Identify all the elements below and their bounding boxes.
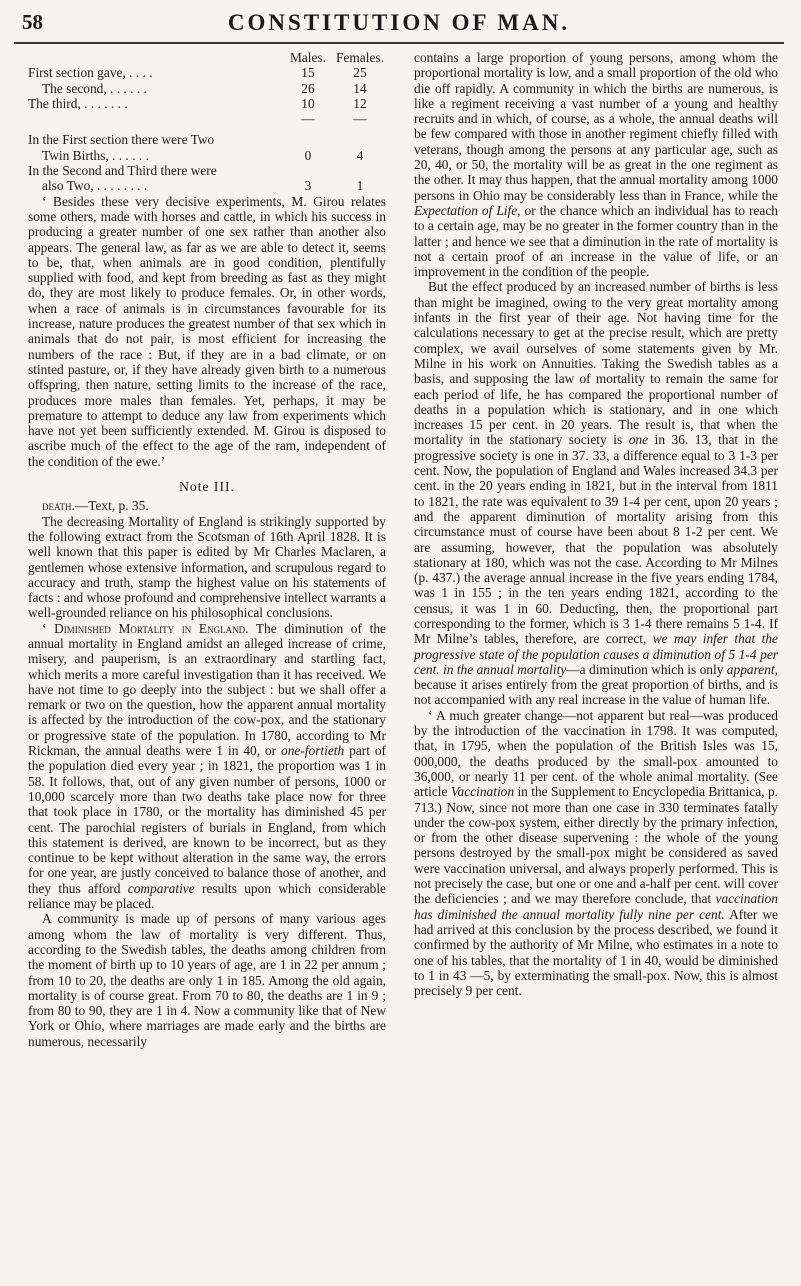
death-label: death. <box>42 498 75 514</box>
table-row: The second, . . . . . . 26 14 <box>42 80 367 96</box>
births-table <box>28 50 386 194</box>
col-header-males: Males. <box>289 50 327 65</box>
page-number: 58 <box>22 10 43 34</box>
section-lead: ‘ Diminished Mortality in England. <box>42 620 249 636</box>
page-header <box>14 10 784 46</box>
twins-line: In the Second and Third there were <box>28 163 217 179</box>
table-row: also Two, . . . . . . . . 3 1 <box>42 178 364 194</box>
header-rule <box>14 42 784 44</box>
twins-line: In the First section there were Two <box>28 132 215 148</box>
table-row: The third, . . . . . . . 10 12 <box>28 95 367 111</box>
note-heading <box>28 479 386 494</box>
death-ref: —Text, p. 35. <box>74 498 149 514</box>
paragraph: ‘ Besides these very decisive experiments, M. Girou relates some others, made with horses and cattle, in which his success in producing a greater number of one sex rather than another also appears. The general law, as far as we are able to detect it, seems to be, that, when animals are in good condition, plentifully supplied with food, and kept from breeding as fast as they might do, they are most likely to produce females. Or, in other words, when a race of animals is in circumstances favourable for its increase, nature produces the greatest number of that sex which in animals that do not pair, is most efficient for increasing the numbers of the race : But, if they are in a bad climate, or on stinted pasture, or, if they have already given birth to a numerous offspring, then nature, setting limits to the increase of the race, produces more males than females. Yet, perhaps, it may be premature to attempt to deduce any law from experiments which have not yet been sufficiently extended. M. Girou is disposed to ascribe much of the effect to the age of the ram, independent of the condition of the ewe.’ <box>28 193 386 469</box>
paragraph: ‘ A much greater change—not apparent but real—was produced by the introduction of the vaccination in 1798. It was computed, that, in 1795, when the population of the British Isles was 15, 000,000, the deaths produced by the small-pox amounted to 36,000, or nearly 11 per cent. of the whole animal mortality. (See article Vaccination in the Supplement to Encyclopedia Brittanica, p. 713.) Now, since not more than one case in 330 terminates fatally under the cow-pox system, either directly by the primary infection, or from the other disease supervening : the whole of the young persons destroyed by the small-pox might be considered as saved were vaccination universal, and always properly performed. This is not precisely the case, but one or one and a-half per cent. will cover the deficiencies ; and we may therefore conclude, that vaccination has diminished the annual mortality fully nine per cent. After we had arrived at this conclusion by the process described, we found it confirmed by the authority of Mr Milne, who estimates in a note to one of his tables, that the mortality of 1 in 40, would be diminished to 1 in 43 —5, by exterminating the small-pox. Now, this is almost precisely 9 per cent. <box>414 707 778 999</box>
table-row: Twin Births, . . . . . . 0 4 <box>42 147 364 163</box>
paragraph: contains a large proportion of young persons, among whom the proportional mortality is low, and a small proportion of the old who die off rapidly. A community in which the births are numerous, is like a regiment receiving a vast number of a young and healthy recruits and in which, of course, as a whole, the annual deaths will be few compared with those in another regiment chiefly filled with veterans, though among the persons at any particular age, such as 20, 40, or 50, the mortality will be as great in the one regiment as the other. It may thus happen, that the annual mortality among 1000 persons in Ohio may be considerably less than in France, while the Expectation of Life, or the chance which an individual has to reach to a certain age, may be no greater in the former country than in the latter ; and hence we see that a diminution in the rate of mortality is not a certain proof of an increase in the value of life, or an improvement in the condition of the people. <box>414 50 778 280</box>
paragraph: The decreasing Mortality of England is strikingly supported by the following extract from the Scotsman of 16th April 1828. It is well known that this paper is edited by Mr Charles Maclaren, a gentlemen whose extensive information, and scrupulous regard to accuracy and truth, stamp the highest value on his statements of facts : and whose profound and comprehensive intellect warrants a well-grounded reliance on his philosophical conclusions. <box>28 513 386 621</box>
right-column <box>414 50 778 998</box>
note-title: Note III. <box>179 479 235 495</box>
left-column <box>28 50 386 1049</box>
paragraph: A community is made up of persons of many various ages among whom the law of mortality is very different. Thus, according to the Swedish tables, the deaths among children from the moment of birth up to 10 years of age, are 1 in 22 per annum ; from 10 to 20, the deaths are only 1 in 185. Among the old again, mortality is of course great. From 70 to 80, the deaths are 1 in 9 ; from 80 to 90, they are 1 in 4. Now a community like that of New York or Ohio, where marriages are made early and the births are numerous, necessarily <box>28 911 386 1049</box>
paragraph: But the effect produced by an increased number of births is less than might be imagined, owing to the very great mortality among infants in the first year of their age. Not having time for the calculations necessary to get at the precise result, which are pretty complex, we avail ourselves of some statements given by Mr. Milne in his work on Annuities. Taking the Swedish tables as a basis, and supposing the law of mortality to remain the same for each period of life, he has compared the proportional number of deaths in a population which is stationary, and in one which increases 15 per cent. in 20 years. The result is, that when the mortality in the stationary society is one in 36. 13, that in the progressive society is one in 37. 33, a difference equal to 3 1-3 per cent. Now, the population of England and Wales increased 34.3 per cent. in the 20 years ending in 1821, but in the interval from 1811 to 1821, the rate was equivalent to 39 1-4 per cent, upon 20 years ; and the apparent diminution of mortality arising from this circumstance must of course have been about 8 1-2 per cent. We are assuming, however, that the population was absolutely stationary at 180, which was not the case. According to Mr Milnes (p. 437.) the average annual increase in the five years ending 1784, was 1 in 155 ; in the ten years ending 1821, according to the census, it was 1 in 60. Deducting, then, the proportional part corresponding to the former, which is 3 1-4 there remains 5 1-4. If Mr Milne’s tables, therefore, are correct, we may infer that the progressive state of the population causes a diminution of 5 1-4 per cent. in the annual mortality—a diminution which is only apparent, because it arises entirely from the great proportion of births, and is not accompanied with any real increase in the value of human life. <box>414 279 779 708</box>
col-header-females: Females. <box>336 50 384 65</box>
table-row: First section gave, . . . . 15 25 <box>28 65 367 81</box>
paragraph: ‘ Diminished Mortality in England. The diminution of the annual mortality in England amidst an alleged increase of crime, misery, and pauperism, is an extraordinary and startling fact, which merits a more careful investigation than it has received. We have not time to go deeply into the subject : but we shall offer a remark or two on the question, how the apparent annual mortality is affected by the introduction of the cow-pox, and the stationary or progressive state of the population. In 1780, according to Mr Rickman, the annual deaths were 1 in 40, or one-fortieth part of the population died every year ; in 1821, the proportion was 1 in 58. It follows, that, out of any given number of persons, 1000 or 10,000 scarcely more than two deaths take place now for three that took place in 1780, or the mortality has diminished 45 per cent. The parochial registers of burials in England, from which this statement is derived, are known to be incorrect, but as they continue to be kept without alteration in the same way, the errors for one year, are justly conceived to balance those of another, and they thus afford comparative results upon which considerable reliance may be placed. <box>28 620 387 912</box>
table-dash: — <box>301 111 315 127</box>
note-reference <box>28 498 386 513</box>
running-head: CONSTITUTION OF MAN. <box>227 10 571 35</box>
table-dash: — <box>353 111 367 127</box>
